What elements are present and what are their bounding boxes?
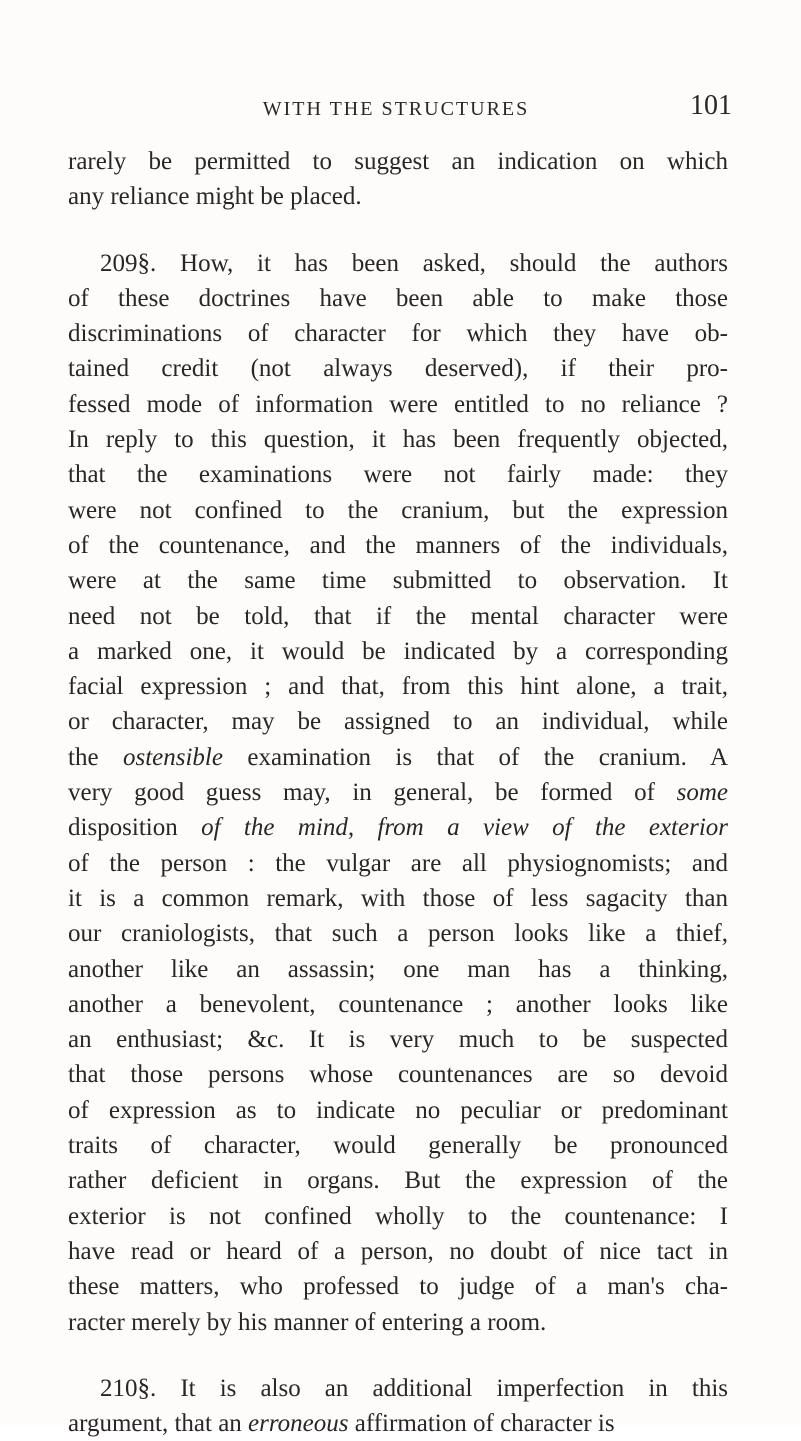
text-line — [68, 775, 728, 810]
text-line — [68, 810, 728, 845]
text-line — [68, 493, 728, 528]
text-line — [68, 563, 728, 598]
text-segment: facial expression ; and that, from this hint alone, a trait, — [68, 673, 728, 701]
page-number: 101 — [690, 90, 732, 121]
text-segment: 209§. How, it has been asked, should the authors — [100, 249, 728, 277]
text-segment: that the examinations were not fairly made: they — [68, 461, 728, 489]
italic-text: ostensible — [122, 743, 223, 771]
text-line — [68, 987, 728, 1022]
text-segment: have read or heard of a person, no doubt of nice tact in — [68, 1237, 728, 1265]
text-segment: disposition — [68, 814, 178, 842]
text-segment: another like an assassin; one man has a thinking, — [68, 955, 728, 983]
text-segment: discriminations of character for which they have ob- — [68, 320, 728, 348]
text-segment: affirmation of character is — [348, 1410, 615, 1438]
text-segment: rarely be permitted to suggest an indication on which — [68, 148, 728, 175]
text-line — [68, 144, 728, 179]
text-segment: of expression as to indicate no peculiar or predominant — [68, 1096, 728, 1124]
text-line — [68, 179, 728, 214]
text-segment: any reliance might be placed. — [68, 183, 362, 211]
running-head-title: WITH THE STRUCTURES — [262, 98, 530, 120]
text-segment: a marked one, it would be indicated by a corresponding — [68, 637, 728, 665]
text-line — [68, 387, 728, 422]
text-line — [68, 457, 728, 492]
text-line — [68, 1269, 728, 1304]
text-segment: it is a common remark, with those of less sagacity than — [68, 884, 728, 912]
text-segment: need not be told, that if the mental character were — [68, 602, 728, 630]
text-segment: 210§. It is also an additional imperfection in this — [100, 1374, 728, 1402]
text-segment: were at the same time submitted to observation. It — [68, 567, 728, 595]
paragraph-gap — [68, 215, 728, 246]
text-line — [68, 1234, 728, 1269]
text-segment: another a benevolent, countenance ; another looks like — [68, 990, 728, 1018]
text-line — [68, 1371, 728, 1406]
text-line — [68, 351, 728, 386]
text-line — [68, 704, 728, 739]
text-line — [68, 316, 728, 351]
text-segment: that those persons whose countenances are so devoid — [68, 1061, 728, 1089]
text-line — [68, 952, 728, 987]
text-segment: an enthusiast; &c. It is very much to be suspected — [68, 1026, 728, 1054]
italic-text: of the mind, from a view of the exterior — [177, 814, 728, 842]
text-line — [68, 669, 728, 704]
text-segment: argument, that an — [68, 1410, 249, 1438]
text-line — [68, 1022, 728, 1057]
text-segment: very good guess may, in general, be formed of — [68, 779, 677, 807]
text-segment: our craniologists, that such a person looks like a thief, — [68, 920, 728, 948]
text-line — [68, 1406, 728, 1441]
text-segment: examination is that of the cranium. A — [222, 743, 728, 771]
text-segment: tained credit (not always deserved), if their pro- — [68, 355, 728, 383]
text-line — [68, 528, 728, 563]
text-line — [68, 1128, 728, 1163]
text-line — [68, 916, 728, 951]
text-segment: these matters, who professed to judge of a man's cha- — [68, 1273, 728, 1301]
text-segment: fessed mode of information were entitled to no reliance ? — [68, 390, 728, 418]
text-segment: In reply to this question, it has been frequently objected, — [68, 426, 728, 454]
text-line — [68, 599, 728, 634]
text-segment: of the person : the vulgar are all physiognomists; and — [68, 849, 728, 877]
text-segment: of the countenance, and the manners of the individuals, — [68, 531, 728, 559]
text-line — [68, 281, 728, 316]
text-line — [68, 881, 728, 916]
text-line — [68, 1199, 728, 1234]
italic-text: some — [676, 779, 728, 807]
text-segment: traits of character, would generally be pronounced — [68, 1132, 728, 1160]
text-line — [68, 1057, 728, 1092]
text-segment: of these doctrines have been able to make those — [68, 284, 728, 312]
body-text — [68, 144, 728, 1441]
text-segment: or character, may be assigned to an individual, while — [68, 708, 728, 736]
text-line — [68, 1305, 728, 1340]
text-segment: the — [68, 743, 123, 771]
running-head — [60, 90, 732, 130]
text-line — [68, 634, 728, 669]
text-segment: racter merely by his manner of entering a room. — [68, 1308, 547, 1336]
text-line — [68, 740, 728, 775]
text-segment: rather deficient in organs. But the expression of the — [68, 1167, 728, 1195]
text-line — [68, 246, 728, 281]
text-line — [68, 422, 728, 457]
text-segment: were not confined to the cranium, but the expression — [68, 496, 728, 524]
text-line — [68, 1163, 728, 1198]
text-line — [68, 1093, 728, 1128]
italic-text: erroneous — [248, 1410, 349, 1438]
text-line — [68, 846, 728, 881]
text-segment: exterior is not confined wholly to the countenance: I — [68, 1202, 728, 1230]
paragraph-gap — [68, 1340, 728, 1371]
